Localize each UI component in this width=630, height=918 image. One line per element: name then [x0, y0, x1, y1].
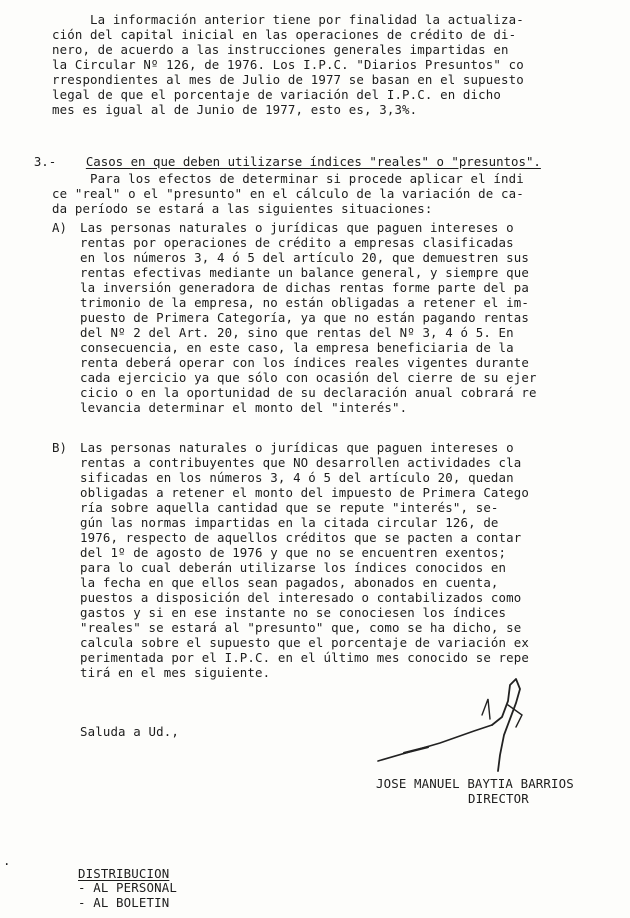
item-a-line: cada ejercicio ya que sólo con ocasión del cierre de su ejer	[80, 370, 537, 385]
item-b-line: sificadas en los números 3, 4 ó 5 del artículo 20, quedan	[80, 470, 514, 485]
para-line: Para los efectos de determinar si procede aplicar el índi	[52, 171, 524, 186]
item-b-line: "reales" se estará al "presunto" que, como se ha dicho, se	[80, 620, 522, 635]
item-b-line: ría sobre aquella cantidad que se repute "interés", se-	[80, 500, 499, 515]
item-b-line: la fecha en que ellos sean pagados, abonados en cuenta,	[80, 575, 499, 590]
distribution-heading: DISTRIBUCION	[78, 866, 170, 881]
item-a-line: del Nº 2 del Art. 20, sino que rentas del Nº 3, 4 ó 5. En	[80, 325, 514, 340]
intro-line: nero, de acuerdo a las instrucciones generales impartidas en	[52, 42, 509, 57]
margin-dot: .	[3, 853, 11, 868]
item-b-line: gún las normas impartidas en la citada circular 126, de	[80, 515, 499, 530]
item-a-line: trimonio de la empresa, no están obligadas a retener el im-	[80, 295, 529, 310]
item-a-line: rentas efectivas mediante un balance general, y siempre que	[80, 265, 529, 280]
item-a-line: en los números 3, 4 ó 5 del artículo 20, que demuestren sus	[80, 250, 529, 265]
intro-line: la Circular Nº 126, de 1976. Los I.P.C. "Diarios Presuntos" co	[52, 57, 524, 72]
distribution-item: - AL BOLETIN	[78, 895, 170, 910]
intro-line: La información anterior tiene por finalidad la actualiza-	[52, 12, 524, 27]
intro-line: mes es igual al de Junio de 1977, esto es, 3,3%.	[52, 102, 418, 117]
item-a-line: puesto de Primera Categoría, ya que no están pagando rentas	[80, 310, 529, 325]
distribution-item: - AL PERSONAL	[78, 880, 177, 895]
item-a-line: Las personas naturales o jurídicas que paguen intereses o	[80, 220, 514, 235]
item-a-line: rentas por operaciones de crédito a empresas clasificadas	[80, 235, 514, 250]
signatory-name: JOSE MANUEL BAYTIA BARRIOS	[376, 776, 574, 791]
item-b-line: para lo cual deberán utilizarse los índices conocidos en	[80, 560, 507, 575]
item-a-line: la inversión generadora de dichas rentas forme parte del pa	[80, 280, 529, 295]
item-a-line: cicio o en la oportunidad de su declaración anual cobrará re	[80, 385, 537, 400]
handwritten-signature	[370, 675, 570, 780]
section-title: Casos en que deben utilizarse índices "reales" o "presuntos".	[85, 154, 541, 169]
item-b-line: puestos a disposición del interesado o contabilizados como	[80, 590, 522, 605]
item-a-line: consecuencia, en este caso, la empresa beneficiaria de la	[80, 340, 514, 355]
item-b-line: rentas a contribuyentes que NO desarrollen actividades cla	[80, 455, 522, 470]
para-line: ce "real" o el "presunto" en el cálculo de la variación de ca-	[52, 186, 524, 201]
item-a-marker: A)	[52, 220, 67, 235]
intro-line: rrespondientes al mes de Julio de 1977 se basan en el supuesto	[52, 72, 524, 87]
intro-line: legal de que el porcentaje de variación del I.P.C. en dicho	[52, 87, 501, 102]
item-b-line: calcula sobre el supuesto que el porcentaje de variación ex	[80, 635, 529, 650]
item-b-marker: B)	[52, 440, 67, 455]
item-b-line: Las personas naturales o jurídicas que paguen intereses o	[80, 440, 514, 455]
item-b-line: gastos y si en ese instante no se conociesen los índices	[80, 605, 507, 620]
item-a-line: renta deberá operar con los índices reales vigentes durante	[80, 355, 529, 370]
signatory-title: DIRECTOR	[468, 791, 529, 806]
item-b-line: tirá en el mes siguiente.	[80, 665, 271, 680]
intro-line: ción del capital inicial en las operaciones de crédito de di-	[52, 27, 517, 42]
item-b-line: perimentada por el I.P.C. en el último mes conocido se repe	[80, 650, 529, 665]
para-line: da período se estará a las siguientes situaciones:	[52, 201, 433, 216]
item-a-line: levancia determinar el monto del "interés".	[80, 400, 408, 415]
section-number: 3.-	[33, 154, 57, 169]
closing-line: Saluda a Ud.,	[80, 724, 179, 739]
item-b-line: 1976, respecto de aquellos créditos que se pacten a contar	[80, 530, 522, 545]
item-b-line: obligadas a retener el monto del impuesto de Primera Catego	[80, 485, 529, 500]
item-b-line: del 1º de agosto de 1976 y que no se encuentren exentos;	[80, 545, 507, 560]
